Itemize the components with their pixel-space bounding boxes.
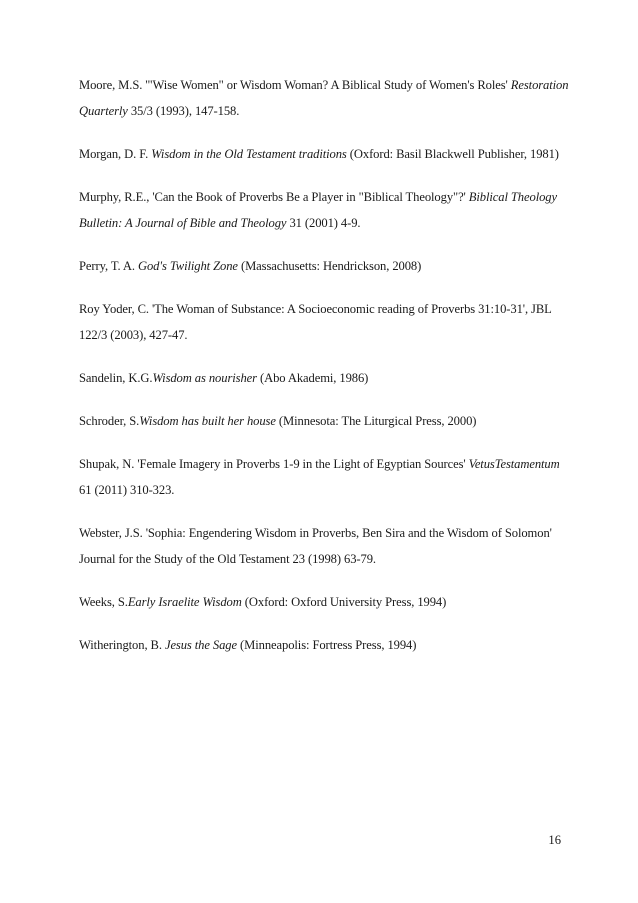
bibliography-entry	[79, 253, 569, 279]
entry-title-italic: Restoration Quarterly	[79, 78, 569, 118]
entry-title-italic: Early Israelite Wisdom	[127, 595, 242, 609]
bibliography-entry	[79, 184, 569, 236]
entry-text: Morgan, D. F.	[79, 147, 152, 161]
bibliography-entry	[79, 141, 569, 167]
bibliography-entry	[79, 408, 569, 434]
page-number: 16	[548, 833, 561, 847]
entry-title-italic: Wisdom in the Old Testament traditions	[151, 147, 347, 161]
bibliography-entry	[79, 296, 569, 348]
entry-title-italic: God's Twilight Zone	[137, 259, 238, 273]
entry-text: Moore, M.S. '"Wise Women" or Wisdom Woman? A Biblical Study of Women's Roles'	[79, 78, 511, 92]
bibliography-entry	[79, 451, 569, 503]
entry-text: Roy Yoder, C. 'The Woman of Substance: A Socioeconomic reading of Proverbs 31:10-31', JBL 122/3 (2003), 427-47.	[79, 302, 552, 342]
entry-text: Sandelin, K.G.	[79, 371, 153, 385]
bibliography-list	[79, 72, 569, 675]
entry-title-italic: VetusTestamentum	[468, 457, 560, 471]
entry-text: (Minneapolis: Fortress Press, 1994)	[237, 638, 417, 652]
bibliography-entry	[79, 365, 569, 391]
entry-text: 61 (2011) 310-323.	[79, 483, 175, 497]
entry-title-italic: Biblical Theology Bulletin: A Journal of Bible and Theology	[79, 190, 557, 230]
entry-text: (Minnesota: The Liturgical Press, 2000)	[275, 414, 477, 428]
entry-text: Shupak, N. 'Female Imagery in Proverbs 1-9 in the Light of Egyptian Sources'	[79, 457, 469, 471]
entry-text: (Oxford: Basil Blackwell Publisher, 1981)	[346, 147, 559, 161]
entry-title-italic: Wisdom as nourisher	[152, 371, 257, 385]
entry-text: Perry, T. A.	[79, 259, 138, 273]
entry-title-italic: Jesus the Sage	[164, 638, 237, 652]
entry-text: (Oxford: Oxford University Press, 1994)	[241, 595, 447, 609]
entry-text: Webster, J.S. 'Sophia: Engendering Wisdom in Proverbs, Ben Sira and the Wisdom of Solomon' Journal for the Study of the Old Testament 23 (1998) 63-79.	[79, 526, 552, 566]
entry-title-italic: Wisdom has built her house	[139, 414, 276, 428]
bibliography-entry	[79, 72, 569, 124]
entry-text: Schroder, S.	[79, 414, 140, 428]
entry-text: (Abo Akademi, 1986)	[256, 371, 369, 385]
bibliography-entry	[79, 589, 569, 615]
entry-text: Murphy, R.E., 'Can the Book of Proverbs Be a Player in "Biblical Theology"?'	[79, 190, 469, 204]
bibliography-entry	[79, 632, 569, 658]
entry-text: 35/3 (1993), 147-158.	[127, 104, 240, 118]
entry-text: Weeks, S.	[79, 595, 128, 609]
entry-text: Witherington, B.	[79, 638, 165, 652]
bibliography-entry	[79, 520, 569, 572]
entry-text: 31 (2001) 4-9.	[286, 216, 361, 230]
entry-text: (Massachusetts: Hendrickson, 2008)	[237, 259, 422, 273]
